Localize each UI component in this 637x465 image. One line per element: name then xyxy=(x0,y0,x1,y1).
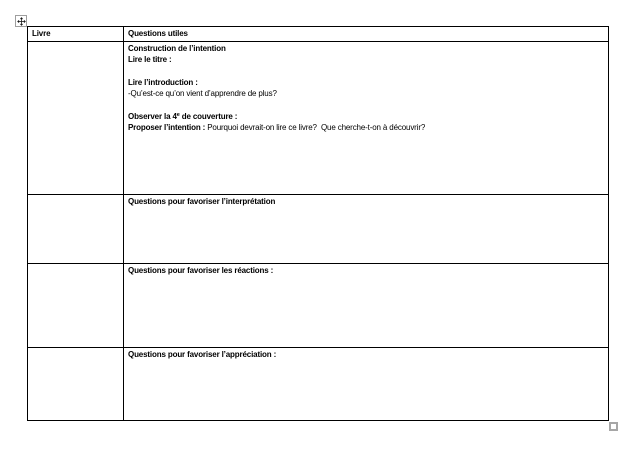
cell-questions-row2[interactable] xyxy=(124,195,609,264)
cell-livre-row2[interactable] xyxy=(28,195,124,264)
superscript-e: e xyxy=(176,111,180,118)
row1-line-question-apprendre: -Qu’est-ce qu’on vient d’apprendre de plus? xyxy=(128,89,277,99)
row4-title: Questions pour favoriser l’appréciation : xyxy=(128,350,277,359)
row1-line-construction: Construction de l’intention xyxy=(128,44,226,53)
table-resize-handle[interactable] xyxy=(609,422,618,431)
cell-questions-row1[interactable] xyxy=(124,42,609,195)
table-row-interpretation xyxy=(28,195,609,264)
cell-livre-row4[interactable] xyxy=(28,348,124,421)
header-row xyxy=(28,27,609,42)
row1-line-lire-introduction: Lire l’introduction : xyxy=(128,77,198,87)
column-header-livre: Livre xyxy=(32,29,51,38)
header-cell-questions[interactable] xyxy=(124,27,609,42)
table-row-appreciation xyxy=(28,348,609,421)
header-cell-livre[interactable] xyxy=(28,27,124,42)
cell-livre-row1[interactable] xyxy=(28,42,124,195)
row1-line-lire-titre: Lire le titre : xyxy=(128,55,172,65)
row3-title: Questions pour favoriser les réactions : xyxy=(128,266,274,275)
column-header-questions: Questions utiles xyxy=(128,29,188,38)
row2-title: Questions pour favoriser l’interprétation xyxy=(128,197,276,206)
table-row-intention xyxy=(28,42,609,195)
cell-livre-row3[interactable] xyxy=(28,264,124,348)
table-row-reactions xyxy=(28,264,609,348)
row1-line-observer-couverture: Observer la 4e de couverture : xyxy=(128,111,238,121)
move-arrows-icon xyxy=(17,17,26,26)
questions-table xyxy=(27,26,609,421)
cell-questions-row4[interactable] xyxy=(124,348,609,421)
table-move-handle[interactable] xyxy=(15,15,27,27)
row1-line-proposer-intention: Proposer l’intention : Pourquoi devrait-on lire ce livre? Que cherche-t-on à découvrir? xyxy=(128,123,426,133)
cell-questions-row3[interactable] xyxy=(124,264,609,348)
